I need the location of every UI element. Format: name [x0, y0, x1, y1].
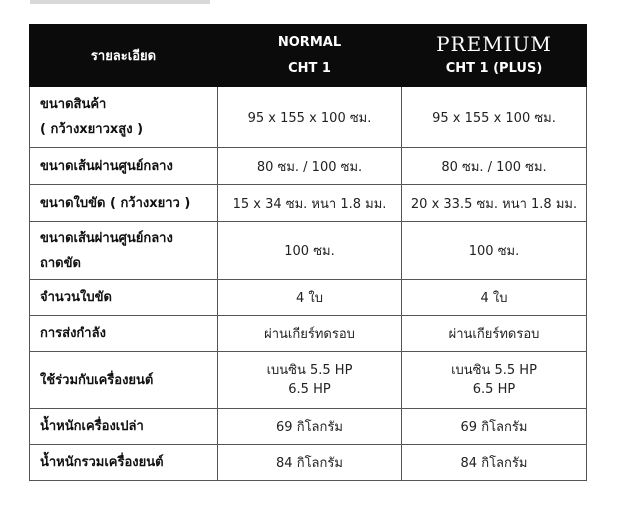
premium-value: ผ่านเกียร์ทดรอบ [402, 316, 587, 352]
spec-comparison-table [29, 24, 587, 481]
row-label: ขนาดเส้นผ่านศูนย์กลาง [30, 148, 218, 185]
table-row [30, 87, 587, 148]
row-label: น้ำหนักรวมเครื่องยนต์ [30, 445, 218, 481]
premium-tier-name: PREMIUM [436, 31, 552, 56]
row-label [30, 87, 218, 148]
table-row [30, 222, 587, 280]
row-label-line: ( กว้างxยาวxสูง ) [40, 122, 144, 137]
table-row [30, 148, 587, 185]
normal-value-line: 6.5 HP [288, 382, 331, 397]
normal-value: 100 ซม. [218, 222, 402, 280]
row-label: ใช้ร่วมกับเครื่องยนต์ [30, 352, 218, 409]
premium-value: 4 ใบ [402, 280, 587, 316]
row-label: น้ำหนักเครื่องเปล่า [30, 409, 218, 445]
normal-model-name: CHT 1 [288, 60, 331, 76]
normal-value: 15 x 34 ซม. หนา 1.8 มม. [218, 185, 402, 222]
premium-value [402, 352, 587, 409]
table-row [30, 316, 587, 352]
row-label-line: ขนาดสินค้า [40, 97, 107, 112]
normal-value-line: เบนซิน 5.5 HP [266, 363, 353, 378]
row-label: จำนวนใบขัด [30, 280, 218, 316]
table-row [30, 445, 587, 481]
premium-value: 80 ซม. / 100 ซม. [402, 148, 587, 185]
premium-value-line: 6.5 HP [472, 382, 516, 397]
normal-value: 80 ซม. / 100 ซม. [218, 148, 402, 185]
premium-value: 84 กิโลกรัม [402, 445, 587, 481]
row-label: ขนาดใบขัด ( กว้างxยาว ) [30, 185, 218, 222]
top-decor-strip [30, 0, 210, 4]
row-label-line: ถาดขัด [40, 255, 81, 271]
premium-value: 95 x 155 x 100 ซม. [402, 87, 587, 148]
table-row [30, 409, 587, 445]
premium-value: 20 x 33.5 ซม. หนา 1.8 มม. [402, 185, 587, 222]
premium-value-line: เบนซิน 5.5 HP [451, 363, 537, 378]
normal-value: ผ่านเกียร์ทดรอบ [218, 316, 402, 352]
normal-value: 95 x 155 x 100 ซม. [218, 87, 402, 148]
row-label [30, 222, 218, 280]
premium-value: 69 กิโลกรัม [402, 409, 587, 445]
row-label-line: ขนาดเส้นผ่านศูนย์กลาง [40, 230, 173, 246]
premium-value: 100 ซม. [402, 222, 587, 280]
table-header-row [30, 25, 587, 87]
header-normal-cell [218, 25, 402, 87]
table-row [30, 352, 587, 409]
header-label-text: รายละเอียด [90, 49, 157, 64]
normal-tier-name: NORMAL [277, 34, 342, 50]
table-row [30, 185, 587, 222]
normal-value: 69 กิโลกรัม [218, 409, 402, 445]
header-premium-cell [402, 25, 587, 87]
normal-value: 84 กิโลกรัม [218, 445, 402, 481]
normal-value [218, 352, 402, 409]
premium-model-name: CHT 1 (PLUS) [445, 60, 543, 76]
table-row [30, 280, 587, 316]
header-label-cell [30, 25, 218, 87]
row-label: การส่งกำลัง [30, 316, 218, 352]
normal-value: 4 ใบ [218, 280, 402, 316]
